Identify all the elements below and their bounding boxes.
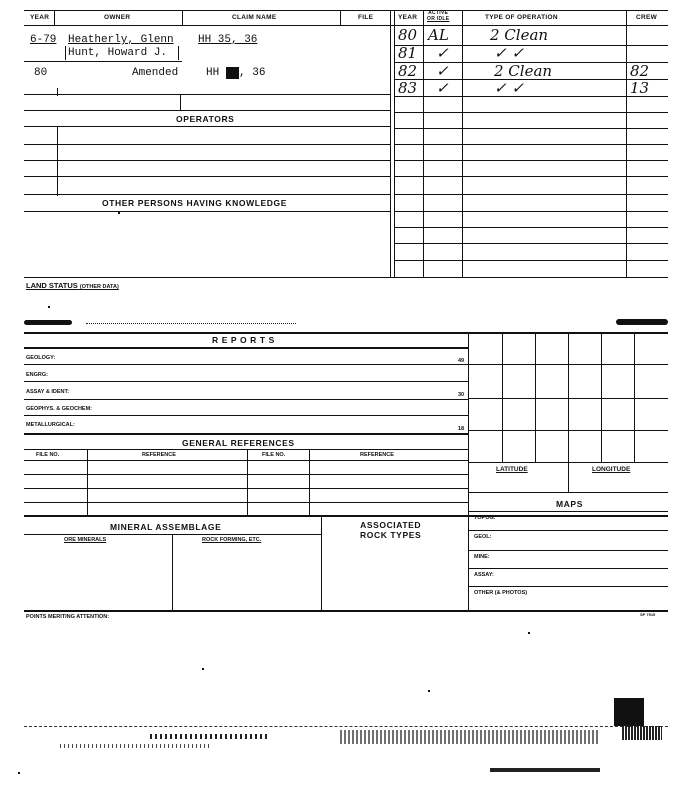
activity-row-4-operation: ✓ ✓ — [494, 79, 524, 97]
operators-heading: OPERATORS — [176, 114, 235, 124]
mineral-assemblage-heading: MINERAL ASSEMBLAGE — [110, 522, 222, 532]
activity-row-3-crew: 82 — [630, 62, 650, 80]
map-topog: TOPOG: — [474, 515, 496, 521]
ref-header-reference-2: REFERENCE — [360, 452, 394, 458]
map-assay: ASSAY: — [474, 572, 494, 578]
longitude-label: LONGITUDE — [592, 466, 631, 473]
map-mine: MINE: — [474, 554, 490, 560]
map-geol: GEOL: — [474, 534, 492, 540]
owner-row-1-claim: HH 35, 36 — [198, 34, 258, 46]
owner-row-3-owner: Amended — [132, 67, 179, 79]
header-year: YEAR — [30, 14, 50, 21]
ore-minerals-label: ORE MINERALS — [64, 537, 107, 543]
report-engrg: ENGRG: — [26, 372, 48, 378]
band-dotted-rule — [86, 323, 296, 324]
header-file: FILE — [358, 14, 374, 21]
associated-rock-types-heading: ASSOCIATED ROCK TYPES — [360, 520, 422, 540]
other-persons-heading: OTHER PERSONS HAVING KNOWLEDGE — [102, 198, 288, 208]
header-crew: CREW — [636, 14, 658, 21]
activity-row-4-active: ✓ — [436, 79, 449, 97]
report-metallurgical-num: 18 — [458, 426, 465, 432]
points-meriting-attention-label: POINTS MERITING ATTENTION: — [26, 614, 110, 620]
reports-heading: R E P O R T S — [212, 335, 275, 345]
land-status-label: LAND STATUS (OTHER DATA) — [26, 281, 119, 290]
activity-row-1-operation: 2 Clean — [490, 26, 549, 44]
band-right-blotch — [616, 319, 668, 325]
activity-row-4-crew: 13 — [630, 79, 650, 97]
header-owner: OWNER — [104, 14, 131, 21]
activity-row-3-operation: 2 Clean — [494, 62, 553, 80]
activity-row-1-year: 80 — [398, 26, 418, 44]
latitude-label: LATITUDE — [496, 466, 528, 473]
header-claim-name: CLAIM NAME — [232, 14, 277, 21]
activity-row-2-operation: ✓ ✓ — [494, 44, 524, 62]
report-geology: GEOLOGY: — [26, 355, 56, 361]
ref-header-file-no-2: FILE NO. — [262, 452, 286, 458]
general-references-heading: GENERAL REFERENCES — [182, 438, 295, 448]
report-assay: ASSAY & IDENT: — [26, 389, 70, 395]
activity-row-2-year: 81 — [398, 44, 418, 62]
owner-row-1-year: 6-79 — [30, 34, 57, 46]
maps-heading: MAPS — [556, 499, 583, 509]
activity-row-4-year: 83 — [398, 79, 418, 97]
owner-row-1-owner: Heatherly, Glenn — [68, 34, 174, 46]
owner-row-3-claim: HH 35, 36 — [206, 67, 266, 79]
activity-row-1-active: AL — [428, 26, 449, 44]
header-type-of-operation: TYPE OF OPERATION — [485, 14, 558, 21]
header-year-2: YEAR — [398, 14, 418, 21]
header-active-idle: ACTIVE OR IDLE — [427, 10, 450, 22]
struck-out-number: 35 — [225, 67, 240, 79]
owner-row-3-year: 80 — [34, 67, 48, 79]
report-geophys: GEOPHYS. & GEOCHEM: — [26, 406, 93, 412]
ref-header-reference: REFERENCE — [142, 452, 176, 458]
form-number: SP 7515 — [640, 612, 656, 617]
report-geology-num: 49 — [458, 358, 465, 364]
report-metallurgical: METALLURGICAL: — [26, 422, 75, 428]
report-assay-num: 30 — [458, 392, 465, 398]
owner-row-2-owner: Hunt, Howard J. — [68, 47, 168, 59]
rock-forming-label: ROCK FORMING, ETC. — [202, 537, 262, 543]
activity-row-2-active: ✓ — [436, 44, 449, 62]
ref-header-file-no: FILE NO. — [36, 452, 60, 458]
band-top-edge — [24, 320, 72, 325]
activity-row-3-active: ✓ — [436, 62, 449, 80]
map-other-photos: OTHER (& PHOTOS) — [474, 590, 528, 596]
activity-row-3-year: 82 — [398, 62, 418, 80]
